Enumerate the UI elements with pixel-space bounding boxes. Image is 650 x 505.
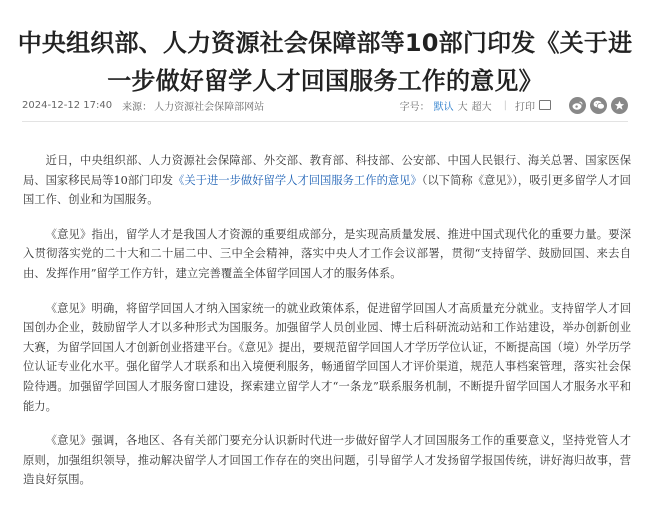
font-size-label: 字号： xyxy=(399,101,430,113)
paragraph-3: 《意见》明确，将留学回国人才纳入国家统一的就业政策体系，促进留学回国人才高质量充分就业。支持留学人才回国创办企业，鼓励留学人才以多种形式为国服务。加强留学人员创业园、博士后科研流动站和工作站建设，举办创新创业大赛，为留学回国人才创新创业搭建平台。《意见》提出，要规范留学回国人才学历学位认证，不断提高国（境）外学历学位认证专业化水平。强化留学人才联系和出入境便利服务，畅通留学回国人才评价渠道，规范人事档案管理，落实社会保险待遇。加强留学回国人才服务窗口建设，探索建立留学人才“一条龙”联系服务机制，不断提升留学回国人才服务水平和能力。 xyxy=(23,301,631,413)
qzone-icon[interactable] xyxy=(611,97,628,114)
source-name: 人力资源社会保障部网站 xyxy=(154,101,265,113)
wechat-icon[interactable] xyxy=(590,97,607,114)
weibo-icon[interactable] xyxy=(569,97,586,114)
font-size-xlarge[interactable]: 超大 xyxy=(471,101,492,113)
print-label: 打印 xyxy=(515,101,535,113)
share-bar xyxy=(565,97,628,114)
source-label: 来源： xyxy=(122,101,153,113)
print-button[interactable] xyxy=(515,98,551,113)
article-title: 中央组织部、人力资源社会保障部等10部门印发《关于进一步做好留学人才回国服务工作的意见》 xyxy=(17,29,633,96)
article-body xyxy=(23,151,631,505)
font-size-default[interactable]: 默认 xyxy=(433,101,454,113)
paragraph-1-text-tail: （以下简称《意见》），吸引更多留学人才回国工作、创业和为国服务。 xyxy=(23,173,631,207)
paragraph-1-text: 近日，中央组织部、人力资源社会保障部、外交部、教育部、科技部、公安部、中国人民银行、海关总署、国家医保局、国家移民局等10部门印发 xyxy=(23,154,631,187)
article-meta-bar xyxy=(22,92,628,118)
divider: | xyxy=(503,99,507,111)
paragraph-4: 《意见》强调，各地区、各有关部门要充分认识新时代进一步做好留学人才回国服务工作的重要意义，坚持党管人才原则，加强组织领导，推动解决留学人才回国工作存在的突出问题，引导留学人才发扬留学报国传统，讲好海归故事，营造良好氛围。 xyxy=(23,434,631,487)
policy-document-link[interactable]: 《关于进一步做好留学人才回国服务工作的意见》 xyxy=(173,173,422,187)
meta-divider xyxy=(22,121,628,122)
article-tools xyxy=(400,97,628,114)
publish-date: 2024-12-12 17:40 xyxy=(22,99,113,111)
printer-icon xyxy=(539,100,551,110)
paragraph-1 xyxy=(23,151,631,210)
font-size-large[interactable]: 大 xyxy=(457,101,468,113)
paragraph-2: 《意见》指出，留学人才是我国人才资源的重要组成部分，是实现高质量发展、推进中国式现代化的重要力量。要深入贯彻落实党的二十大和二十届二中、三中全会精神，落实中央人才工作会议部署，贯彻“支持留学、鼓励回国、来去自由、发挥作用”留学工作方针，建立完善覆盖全体留学回国人才的服务体系。 xyxy=(23,227,631,280)
